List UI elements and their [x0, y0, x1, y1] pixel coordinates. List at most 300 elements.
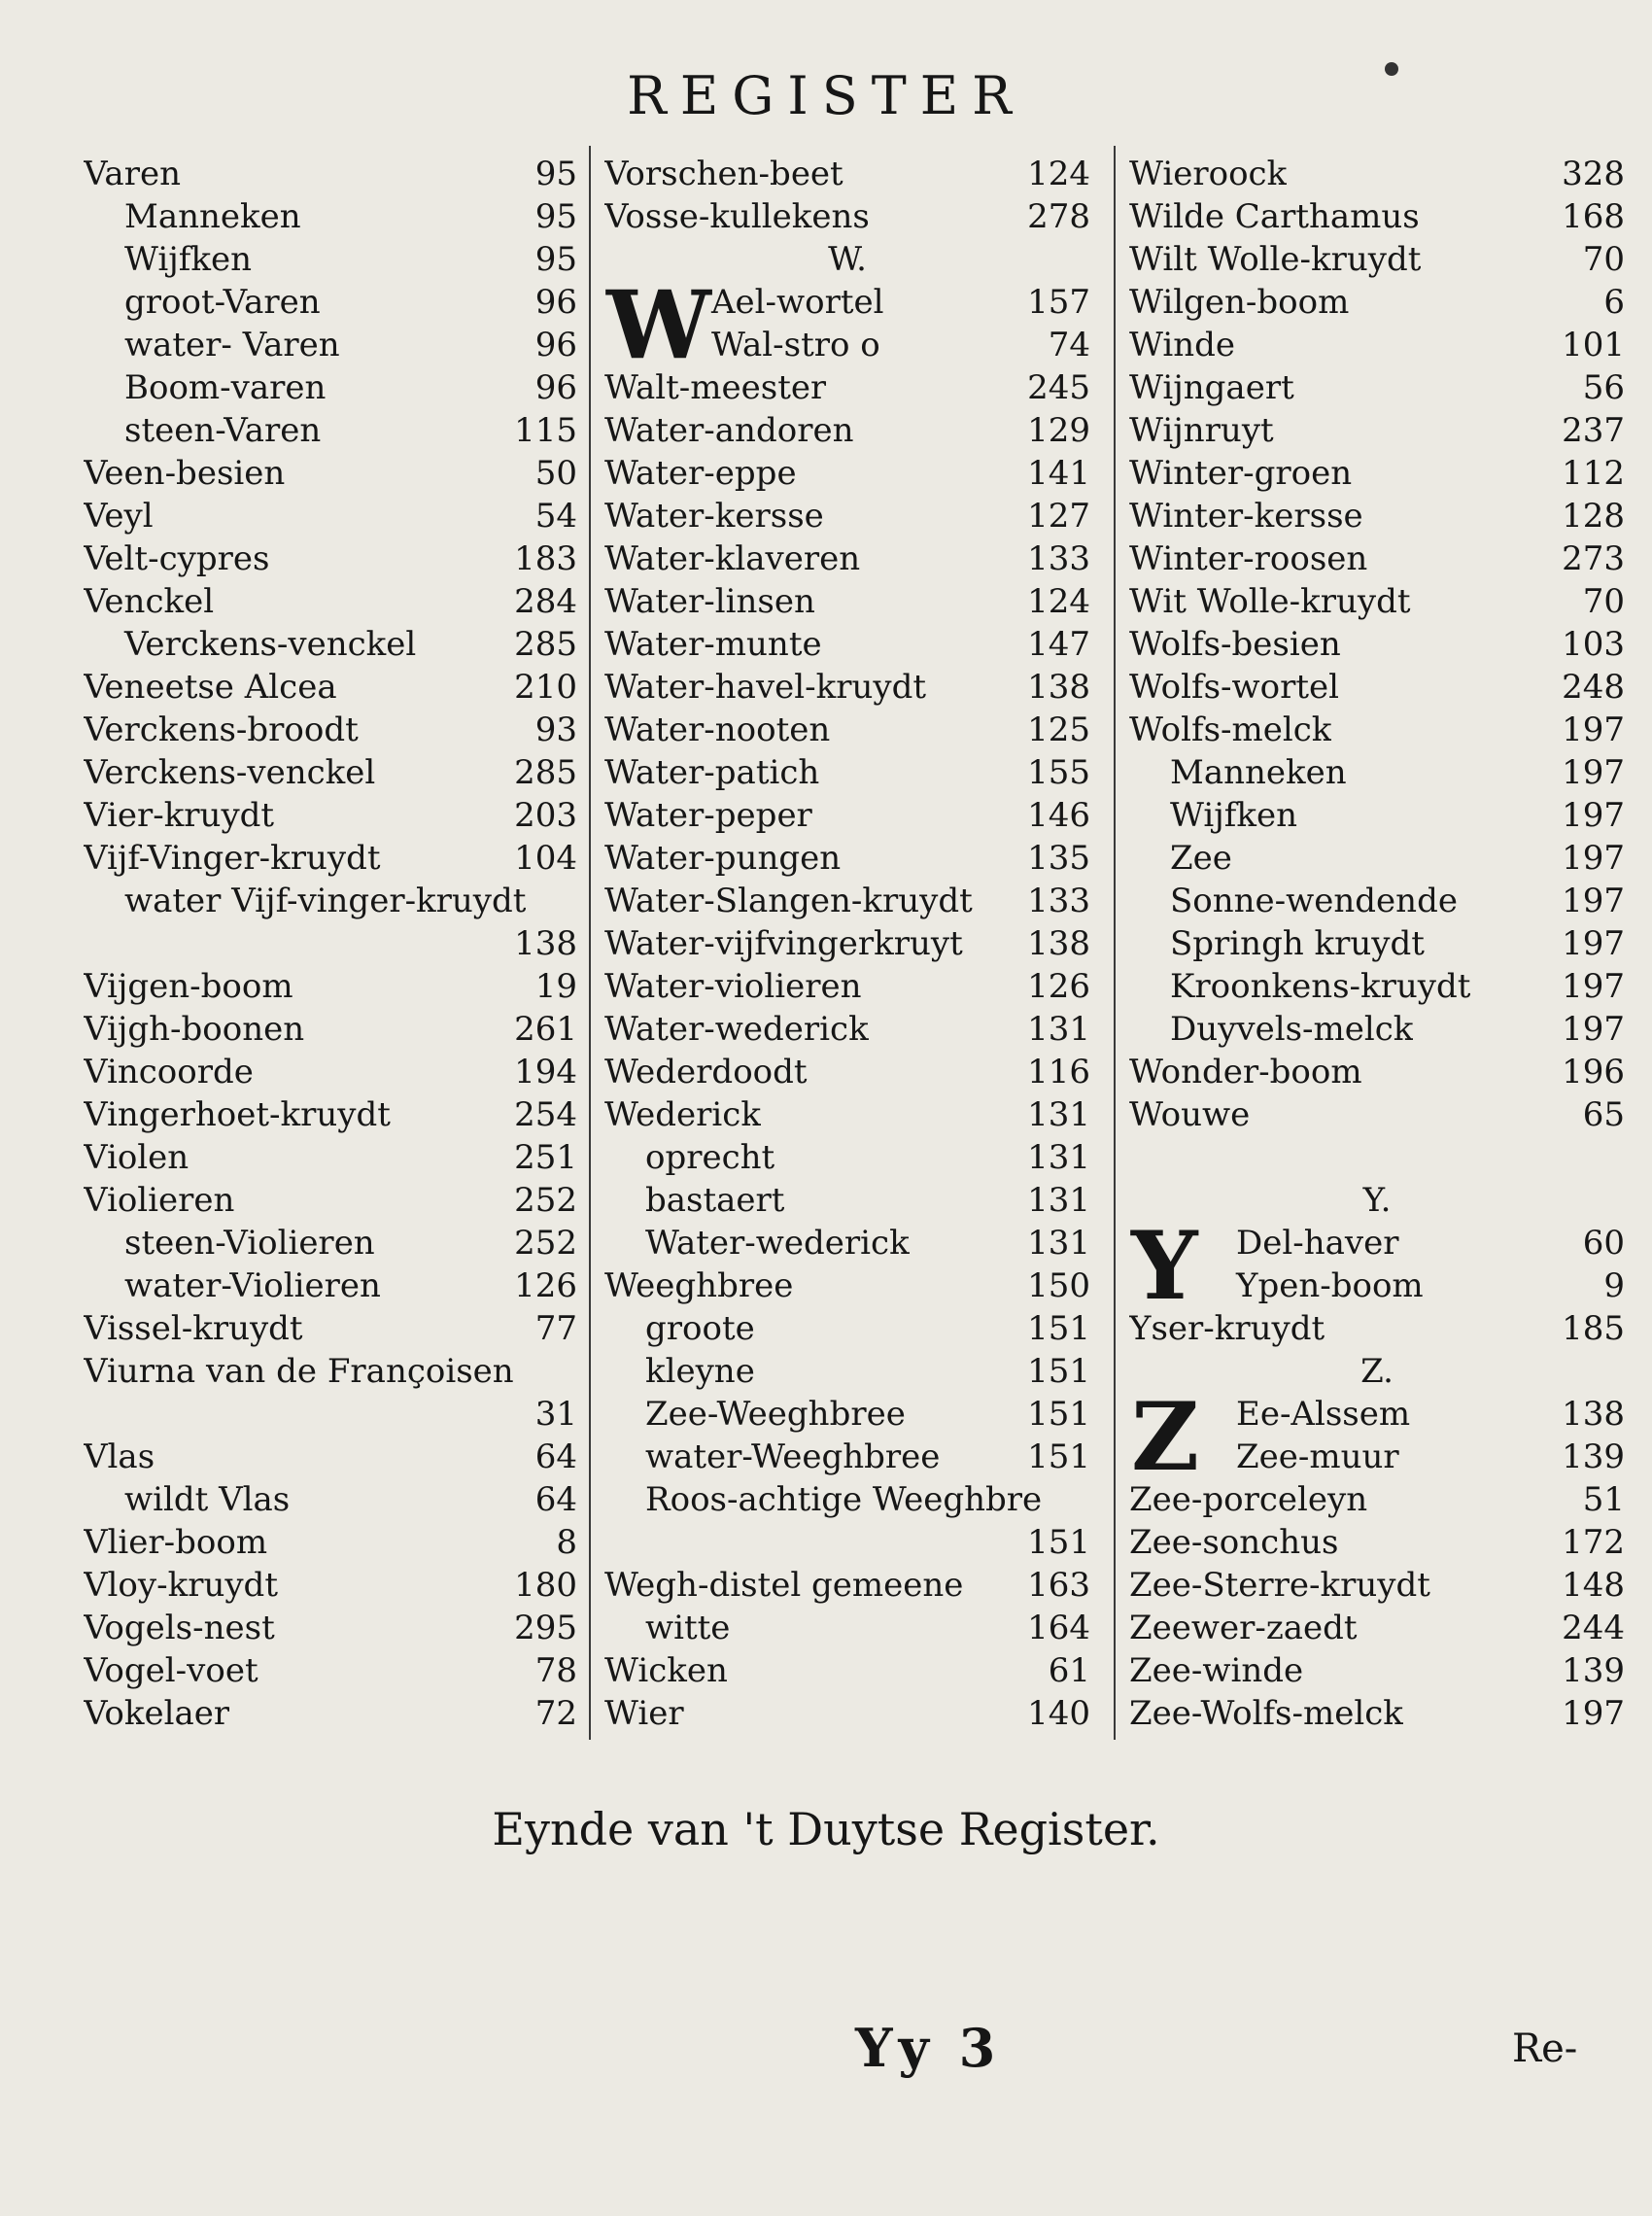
entry-page-number: 285	[514, 753, 577, 792]
entry-page-number: 127	[1027, 497, 1090, 536]
entry-name: Varen	[84, 155, 181, 193]
entry-page-number: 203	[514, 796, 577, 835]
entry-page-number: 245	[1027, 368, 1090, 407]
entry-page-number: 124	[1027, 582, 1090, 621]
register-entry	[1129, 238, 1625, 281]
entry-name: Ael-wortel	[711, 283, 884, 322]
register-entry	[604, 1307, 1090, 1350]
register-entry	[1129, 1521, 1625, 1564]
entry-name: Violieren	[84, 1181, 235, 1220]
register-entry	[84, 1136, 577, 1179]
register-entry	[1129, 1093, 1625, 1136]
register-entry	[84, 1393, 577, 1436]
entry-name: Wier	[604, 1694, 684, 1733]
entry-page-number: 135	[1027, 839, 1090, 878]
entry-page-number: 138	[1562, 1395, 1625, 1434]
register-entry	[604, 965, 1090, 1008]
entry-page-number: 146	[1027, 796, 1090, 835]
register-entry	[84, 1649, 577, 1692]
entry-page-number: 185	[1562, 1309, 1625, 1348]
entry-name: Zee-winde	[1129, 1651, 1304, 1690]
register-entry	[604, 409, 1090, 452]
entry-name: Winter-kersse	[1129, 497, 1363, 536]
entry-page-number: 9	[1603, 1266, 1625, 1305]
entry-page-number: 210	[514, 668, 577, 707]
entry-page-number: 93	[534, 710, 577, 749]
entry-name: Winter-groen	[1129, 454, 1353, 493]
entry-page-number: 131	[1027, 1095, 1090, 1134]
register-entry	[84, 1436, 577, 1478]
entry-page-number: 164	[1027, 1609, 1090, 1647]
entry-page-number: 141	[1027, 454, 1090, 493]
register-entry	[1129, 324, 1625, 366]
register-entry	[1129, 153, 1625, 195]
entry-name: water- Varen	[124, 326, 340, 364]
entry-page-number: 131	[1027, 1224, 1090, 1263]
register-entry	[604, 880, 1090, 922]
entry-page-number: 284	[514, 582, 577, 621]
entry-page-number: 103	[1562, 625, 1625, 664]
entry-name: Water-linsen	[604, 582, 815, 621]
entry-page-number: 197	[1562, 967, 1625, 1006]
entry-name: Wouwe	[1129, 1095, 1251, 1134]
entry-name: Wieroock	[1129, 155, 1288, 193]
register-entry	[1129, 537, 1625, 580]
entry-name: Water-eppe	[604, 454, 797, 493]
entry-page-number: 133	[1027, 882, 1090, 920]
entry-name: Vlier-boom	[84, 1523, 268, 1562]
entry-name: Wijfken	[124, 240, 252, 279]
entry-name: Wijnruyt	[1129, 411, 1274, 450]
register-entry	[84, 1222, 577, 1264]
entry-page-number: 197	[1562, 924, 1625, 963]
entry-page-number: 61	[1048, 1651, 1090, 1690]
entry-page-number: 157	[1027, 283, 1090, 322]
entry-name: Wilde Carthamus	[1129, 197, 1420, 236]
entry-page-number: 295	[514, 1609, 577, 1647]
entry-name: Yser-kruydt	[1129, 1309, 1325, 1348]
entry-page-number: 64	[534, 1437, 577, 1476]
register-entry	[604, 794, 1090, 837]
section-heading-y: Y.	[1362, 1181, 1392, 1220]
drop-cap-w: W	[606, 270, 711, 380]
entry-page-number: 131	[1027, 1010, 1090, 1049]
entry-page-number: 112	[1562, 454, 1625, 493]
register-entry	[604, 1179, 1090, 1222]
entry-name: Roos-achtige Weeghbre	[645, 1480, 1043, 1519]
entry-page-number: 197	[1562, 839, 1625, 878]
signature-mark: Yy 3	[855, 2017, 1002, 2079]
entry-name: Wederick	[604, 1095, 761, 1134]
entry-name: Springh kruydt	[1170, 924, 1425, 963]
register-entry	[1129, 1692, 1625, 1735]
register-entry	[84, 623, 577, 666]
register-entry	[1129, 580, 1625, 623]
entry-name: Vorschen-beet	[604, 155, 843, 193]
entry-page-number: 133	[1027, 539, 1090, 578]
register-entry	[1129, 195, 1625, 238]
entry-name: Vijgh-boonen	[84, 1010, 305, 1049]
entry-name: Winter-roosen	[1129, 539, 1368, 578]
entry-name: Vogel-voet	[84, 1651, 258, 1690]
entry-name: Water-vijfvingerkruyt	[604, 924, 963, 963]
register-entry	[604, 580, 1090, 623]
entry-name: Water-pungen	[604, 839, 842, 878]
register-entry	[604, 837, 1090, 880]
register-entry	[84, 1093, 577, 1136]
entry-name: Wederdoodt	[604, 1053, 808, 1091]
entry-name: Water-havel-kruydt	[604, 668, 927, 707]
entry-page-number: 104	[514, 839, 577, 878]
entry-page-number: 254	[514, 1095, 577, 1134]
register-entry	[1129, 1008, 1625, 1051]
register-entry	[1129, 1264, 1625, 1307]
entry-name: Wonder-boom	[1129, 1053, 1362, 1091]
section-w-initial-block	[604, 270, 1090, 380]
register-entry	[604, 195, 1090, 238]
entry-name: steen-Varen	[124, 411, 322, 450]
entry-page-number: 139	[1562, 1651, 1625, 1690]
entry-name: Water-nooten	[604, 710, 831, 749]
entry-page-number: 131	[1027, 1138, 1090, 1177]
entry-page-number: 151	[1027, 1395, 1090, 1434]
register-entry	[1129, 965, 1625, 1008]
entry-page-number: 126	[514, 1266, 577, 1305]
register-entry	[84, 1564, 577, 1607]
entry-name: Boom-varen	[124, 368, 327, 407]
register-entry	[1129, 1307, 1625, 1350]
register-entry	[84, 1307, 577, 1350]
entry-name: Wilgen-boom	[1129, 283, 1350, 322]
entry-name: Wegh-distel gemeene	[604, 1566, 964, 1605]
entry-name: Weeghbree	[604, 1266, 794, 1305]
register-entry	[1129, 452, 1625, 495]
entry-name: water-Violieren	[124, 1266, 381, 1305]
entry-page-number: 8	[556, 1523, 577, 1562]
entry-page-number: 51	[1582, 1480, 1625, 1519]
entry-page-number: 78	[534, 1651, 577, 1690]
register-entry	[84, 452, 577, 495]
entry-name: Vlas	[84, 1437, 155, 1476]
register-entry	[84, 366, 577, 409]
entry-page-number: 261	[514, 1010, 577, 1049]
register-entry	[604, 537, 1090, 580]
entry-name: Verckens-venckel	[124, 625, 417, 664]
entry-name: Wilt Wolle-kruydt	[1129, 240, 1422, 279]
register-entry	[604, 709, 1090, 751]
entry-page-number: 138	[1027, 924, 1090, 963]
register-entry	[604, 922, 1090, 965]
entry-page-number: 150	[1027, 1266, 1090, 1305]
entry-name: Vokelaer	[84, 1694, 230, 1733]
entry-page-number: 172	[1562, 1523, 1625, 1562]
register-entry	[1129, 1393, 1625, 1436]
entry-page-number: 163	[1027, 1566, 1090, 1605]
entry-page-number: 197	[1562, 710, 1625, 749]
register-entry	[604, 1350, 1090, 1393]
page-title: REGISTER	[627, 65, 1025, 126]
register-entry	[1129, 623, 1625, 666]
entry-page-number: 197	[1562, 1010, 1625, 1049]
entry-name: Velt-cypres	[84, 539, 270, 578]
entry-name: witte	[645, 1609, 731, 1647]
entry-name: Vissel-kruydt	[84, 1309, 303, 1348]
entry-name: Water-patich	[604, 753, 820, 792]
entry-page-number: 124	[1027, 155, 1090, 193]
entry-name: Water-wederick	[604, 1010, 869, 1049]
register-entry	[84, 1607, 577, 1649]
entry-name: Water-klaveren	[604, 539, 861, 578]
section-heading-w: W.	[828, 240, 867, 279]
entry-page-number: 101	[1562, 326, 1625, 364]
entry-name: Zee-muur	[1236, 1437, 1399, 1476]
register-entry	[604, 1393, 1090, 1436]
register-entry	[604, 623, 1090, 666]
register-entry	[84, 195, 577, 238]
entry-name: Verckens-broodt	[84, 710, 359, 749]
register-entry	[604, 1051, 1090, 1093]
entry-name: Vijgen-boom	[84, 967, 293, 1006]
entry-page-number: 60	[1582, 1224, 1625, 1263]
entry-page-number: 95	[534, 197, 577, 236]
register-entry	[1129, 1649, 1625, 1692]
register-entry	[84, 238, 577, 281]
register-entry	[1129, 880, 1625, 922]
entry-page-number: 115	[514, 411, 577, 450]
entry-page-number: 194	[514, 1053, 577, 1091]
register-entry	[1129, 794, 1625, 837]
entry-page-number: 197	[1562, 882, 1625, 920]
entry-name: Zee-Sterre-kruydt	[1129, 1566, 1430, 1605]
entry-name: Wal-stro o	[711, 326, 880, 364]
register-column-3	[1129, 153, 1625, 1735]
entry-page-number: 19	[534, 967, 577, 1006]
register-entry	[84, 1350, 577, 1393]
drop-cap-z: Z	[1131, 1382, 1200, 1492]
entry-page-number: 65	[1582, 1095, 1625, 1134]
register-entry	[604, 666, 1090, 709]
register-entry	[84, 1264, 577, 1307]
register-entry	[604, 751, 1090, 794]
entry-name: Water-peper	[604, 796, 812, 835]
entry-name: Verckens-venckel	[84, 753, 376, 792]
entry-page-number: 72	[534, 1694, 577, 1733]
register-entry	[1129, 366, 1625, 409]
register-entry	[604, 1093, 1090, 1136]
register-entry	[1129, 1051, 1625, 1093]
register-entry	[1129, 409, 1625, 452]
entry-page-number: 96	[534, 368, 577, 407]
entry-page-number: 56	[1582, 368, 1625, 407]
register-entry	[604, 1008, 1090, 1051]
entry-name: oprecht	[645, 1138, 775, 1177]
section-y-initial-block	[1129, 1211, 1625, 1321]
register-entry	[604, 1478, 1090, 1521]
entry-name: Violen	[84, 1138, 189, 1177]
register-entry	[84, 880, 577, 922]
entry-name: Zee	[1170, 839, 1232, 878]
entry-page-number: 95	[534, 155, 577, 193]
entry-page-number: 151	[1027, 1523, 1090, 1562]
entry-page-number: 285	[514, 625, 577, 664]
entry-name: Vingerhoet-kruydt	[84, 1095, 391, 1134]
entry-name: Water-Slangen-kruydt	[604, 882, 973, 920]
entry-page-number: 96	[534, 326, 577, 364]
entry-page-number: 151	[1027, 1309, 1090, 1348]
register-entry	[84, 794, 577, 837]
entry-name: Vosse-kullekens	[604, 197, 870, 236]
register-entry	[1129, 922, 1625, 965]
register-entry	[604, 1649, 1090, 1692]
entry-name: Wijngaert	[1129, 368, 1294, 407]
entry-name: Vier-kruydt	[84, 796, 275, 835]
register-entry	[604, 452, 1090, 495]
entry-page-number: 70	[1582, 240, 1625, 279]
entry-name: Venckel	[84, 582, 215, 621]
entry-page-number: 148	[1562, 1566, 1625, 1605]
register-entry	[84, 495, 577, 537]
entry-page-number: 139	[1562, 1437, 1625, 1476]
entry-name: Zee-Wolfs-melck	[1129, 1694, 1403, 1733]
entry-name: Water-andoren	[604, 411, 854, 450]
entry-name: Veyl	[84, 497, 154, 536]
section-z-initial-block	[1129, 1382, 1625, 1492]
entry-name: Zeewer-zaedt	[1129, 1609, 1358, 1647]
entry-name: Veneetse Alcea	[84, 668, 337, 707]
entry-name: Zee-Weeghbree	[645, 1395, 906, 1434]
entry-name: Wolfs-melck	[1129, 710, 1332, 749]
entry-page-number: 138	[1027, 668, 1090, 707]
entry-page-number: 252	[514, 1181, 577, 1220]
entry-page-number: 168	[1562, 197, 1625, 236]
closing-line: Eynde van 't Duytse Register.	[492, 1803, 1160, 1855]
register-entry	[1129, 709, 1625, 751]
entry-page-number: 126	[1027, 967, 1090, 1006]
register-entry	[1129, 1436, 1625, 1478]
register-entry	[84, 153, 577, 195]
register-entry	[604, 495, 1090, 537]
register-entry	[1129, 1222, 1625, 1264]
register-entry	[604, 1521, 1090, 1564]
entry-page-number: 252	[514, 1224, 577, 1263]
entry-page-number: 151	[1027, 1352, 1090, 1391]
entry-name: Vincoorde	[84, 1053, 254, 1091]
entry-name: Walt-meester	[604, 368, 827, 407]
register-entry	[604, 1222, 1090, 1264]
register-entry	[604, 1136, 1090, 1179]
entry-page-number: 248	[1562, 668, 1625, 707]
entry-name: Water-kersse	[604, 497, 824, 536]
entry-page-number: 96	[534, 283, 577, 322]
section-heading-z: Z.	[1360, 1352, 1394, 1391]
register-entry	[1129, 751, 1625, 794]
register-entry	[84, 922, 577, 965]
entry-page-number: 74	[1048, 326, 1090, 364]
entry-name: steen-Violieren	[124, 1224, 375, 1263]
column-divider-right	[1114, 146, 1116, 1740]
entry-page-number: 140	[1027, 1694, 1090, 1733]
entry-name: Vloy-kruydt	[84, 1566, 278, 1605]
entry-name: Water-munte	[604, 625, 822, 664]
register-entry	[84, 965, 577, 1008]
entry-name: Viurna van de Françoisen	[84, 1352, 514, 1391]
entry-name: kleyne	[645, 1352, 755, 1391]
entry-page-number: 278	[1027, 197, 1090, 236]
register-entry	[604, 1264, 1090, 1307]
entry-page-number: 251	[514, 1138, 577, 1177]
entry-page-number: 155	[1027, 753, 1090, 792]
entry-name: Wit Wolle-kruydt	[1129, 582, 1411, 621]
catchword: Re-	[1512, 2026, 1578, 2071]
entry-page-number: 31	[534, 1395, 577, 1434]
register-entry	[84, 537, 577, 580]
register-entry	[84, 1478, 577, 1521]
entry-name: Veen-besien	[84, 454, 286, 493]
entry-page-number: 180	[514, 1566, 577, 1605]
entry-page-number: 6	[1603, 283, 1625, 322]
register-entry	[84, 751, 577, 794]
entry-name: Vijf-Vinger-kruydt	[84, 839, 381, 878]
entry-name: Wijfken	[1170, 796, 1297, 835]
register-entry	[84, 1521, 577, 1564]
entry-name: Zee-porceleyn	[1129, 1480, 1368, 1519]
register-entry	[84, 1692, 577, 1735]
register-entry	[84, 281, 577, 324]
entry-name: Winde	[1129, 326, 1236, 364]
register-entry	[84, 837, 577, 880]
entry-page-number: 197	[1562, 753, 1625, 792]
entry-name: Kroonkens-kruydt	[1170, 967, 1471, 1006]
register-entry	[1129, 495, 1625, 537]
entry-name: Manneken	[124, 197, 301, 236]
register-entry	[84, 1179, 577, 1222]
register-entry	[84, 409, 577, 452]
entry-name: Del-haver	[1236, 1224, 1399, 1263]
drop-cap-y: Y	[1131, 1211, 1198, 1321]
entry-page-number: 138	[514, 924, 577, 963]
register-entry	[604, 1436, 1090, 1478]
entry-page-number: 54	[534, 497, 577, 536]
entry-page-number: 129	[1027, 411, 1090, 450]
register-entry	[84, 1051, 577, 1093]
entry-name: groot-Varen	[124, 283, 321, 322]
entry-page-number: 131	[1027, 1181, 1090, 1220]
register-entry	[1129, 1478, 1625, 1521]
entry-page-number: 116	[1027, 1053, 1090, 1091]
entry-name: bastaert	[645, 1181, 785, 1220]
entry-name: Ee-Alssem	[1236, 1395, 1411, 1434]
entry-name: water Vijf-vinger-kruydt	[124, 882, 527, 920]
register-entry	[1129, 1607, 1625, 1649]
entry-page-number: 70	[1582, 582, 1625, 621]
entry-name: Water-wederick	[645, 1224, 910, 1263]
entry-page-number: 183	[514, 539, 577, 578]
entry-page-number: 77	[534, 1309, 577, 1348]
entry-page-number: 125	[1027, 710, 1090, 749]
register-entry	[84, 324, 577, 366]
entry-name: Sonne-wendende	[1170, 882, 1458, 920]
register-column-2	[604, 153, 1090, 1735]
entry-page-number: 237	[1562, 411, 1625, 450]
register-entry	[604, 1564, 1090, 1607]
entry-page-number: 197	[1562, 796, 1625, 835]
entry-name: Vogels-nest	[84, 1609, 275, 1647]
register-entry	[604, 1692, 1090, 1735]
entry-name: wildt Vlas	[124, 1480, 291, 1519]
entry-page-number: 64	[534, 1480, 577, 1519]
register-entry	[1129, 1564, 1625, 1607]
entry-name: Wicken	[604, 1651, 728, 1690]
